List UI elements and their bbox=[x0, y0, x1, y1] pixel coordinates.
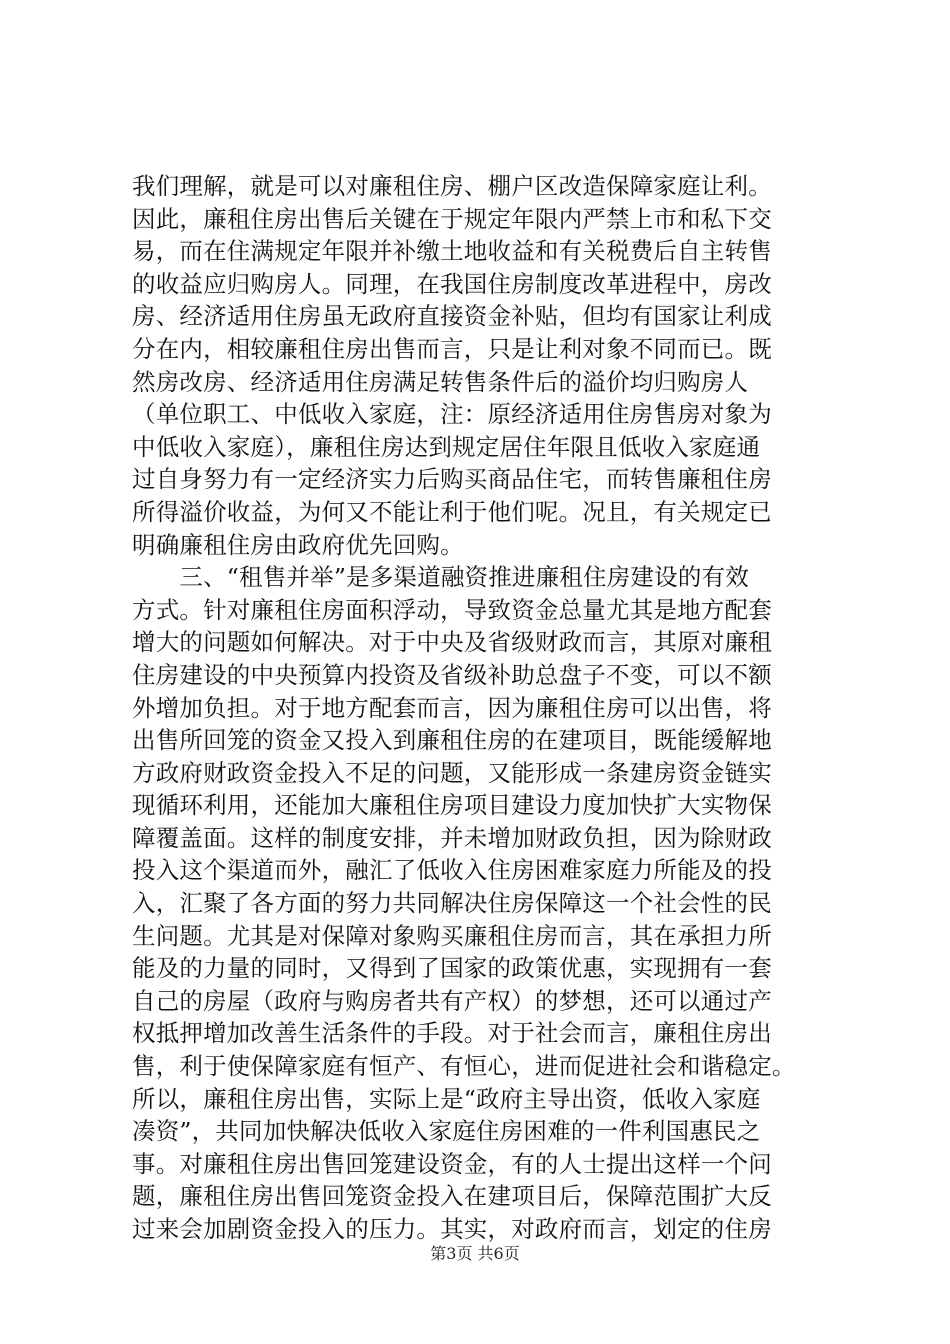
text-line: 所得溢价收益，为何又不能让利于他们呢。况且，有关规定已 bbox=[132, 497, 772, 526]
text-line: 事。对廉租住房出售回笼建设资金，有的人士提出这样一个问 bbox=[132, 1149, 772, 1178]
text-line: 能及的力量的同时，又得到了国家的政策优惠，实现拥有一套 bbox=[132, 954, 772, 983]
text-line: 现循环利用，还能加大廉租住房项目建设力度加快扩大实物保 bbox=[132, 791, 772, 820]
text-line: 然房改房、经济适用住房满足转售条件后的溢价均归购房人 bbox=[132, 367, 749, 396]
text-line: 投入这个渠道而外，融汇了低收入住房困难家庭力所能及的投 bbox=[132, 856, 772, 885]
text-line: 明确廉租住房由政府优先回购。 bbox=[132, 530, 464, 559]
document-body bbox=[132, 170, 852, 1246]
text-line: 我们理解，就是可以对廉租住房、棚户区改造保障家庭让利。 bbox=[132, 172, 772, 200]
text-line: 过自身努力有一定经济实力后购买商品住宅，而转售廉租住房 bbox=[132, 465, 772, 494]
text-line: 房、经济适用住房虽无政府直接资金补贴，但均有国家让利成 bbox=[132, 302, 772, 331]
text-line: 外增加负担。对于地方配套而言，因为廉租住房可以出售，将 bbox=[132, 693, 772, 722]
text-line: 因此，廉租住房出售后关键在于规定年限内严禁上市和私下交 bbox=[132, 204, 772, 233]
page-number-label: 第3页 共6页 bbox=[430, 1244, 520, 1263]
text-line: 的收益应归购房人。同理，在我国住房制度改革进程中，房改 bbox=[132, 269, 772, 298]
text-line: 售，利于使保障家庭有恒产、有恒心，进而促进社会和谐稳定。 bbox=[132, 1052, 796, 1081]
text-line: 中低收入家庭），廉租住房达到规定居住年限且低收入家庭通 bbox=[132, 432, 761, 461]
text-line: 权抵押增加改善生活条件的手段。对于社会而言，廉租住房出 bbox=[132, 1019, 772, 1048]
text-line: 凑资”，共同加快解决低收入家庭住房困难的一件利国惠民之 bbox=[132, 1117, 761, 1146]
text-line: 方式。针对廉租住房面积浮动，导致资金总量尤其是地方配套 bbox=[132, 595, 772, 624]
text-line: 住房建设的中央预算内投资及省级补助总盘子不变，可以不额 bbox=[132, 660, 772, 689]
text-line: 生问题。尤其是对保障对象购买廉租住房而言，其在承担力所 bbox=[132, 921, 772, 950]
text-line: 障覆盖面。这样的制度安排，并未增加财政负担，因为除财政 bbox=[132, 823, 772, 852]
text-line: 出售所回笼的资金又投入到廉租住房的在建项目，既能缓解地 bbox=[132, 726, 772, 755]
text-line: 自己的房屋（政府与购房者共有产权）的梦想，还可以通过产 bbox=[132, 986, 772, 1015]
page-footer bbox=[0, 1244, 950, 1264]
text-line: 易，而在住满规定年限并补缴土地收益和有关税费后自主转售 bbox=[132, 237, 772, 266]
text-line: （单位职工、中低收入家庭，注：原经济适用住房售房对象为 bbox=[132, 400, 772, 429]
text-line: 增大的问题如何解决。对于中央及省级财政而言，其原对廉租 bbox=[132, 628, 772, 657]
text-line: 过来会加剧资金投入的压力。其实，对政府而言，划定的住房 bbox=[132, 1215, 772, 1243]
text-line: 三、“租售并举”是多渠道融资推进廉租住房建设的有效 bbox=[132, 563, 749, 592]
text-line: 所以，廉租住房出售，实际上是“政府主导出资，低收入家庭 bbox=[132, 1084, 761, 1113]
text-line: 入，汇聚了各方面的努力共同解决住房保障这一个社会性的民 bbox=[132, 889, 772, 918]
text-line: 分在内，相较廉租住房出售而言，只是让利对象不同而已。既 bbox=[132, 334, 772, 363]
text-line: 方政府财政资金投入不足的问题，又能形成一条建房资金链实 bbox=[132, 758, 772, 787]
text-line: 题，廉租住房出售回笼资金投入在建项目后，保障范围扩大反 bbox=[132, 1182, 772, 1211]
